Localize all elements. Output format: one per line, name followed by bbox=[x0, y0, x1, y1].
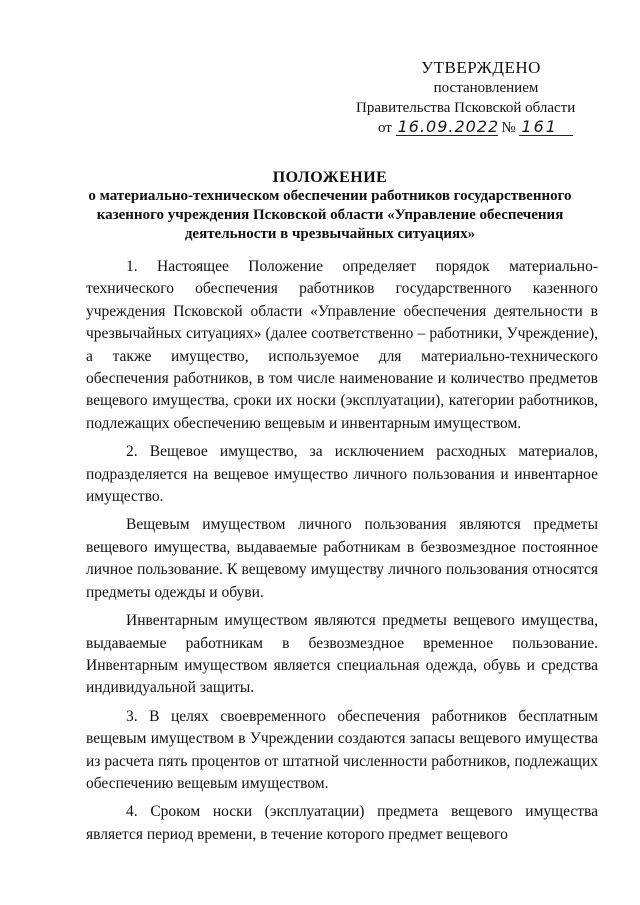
from-label: от bbox=[378, 120, 392, 136]
document-title: ПОЛОЖЕНИЕ bbox=[272, 169, 388, 186]
approval-stamp bbox=[356, 58, 596, 138]
paragraph-1: 1. Настоящее Положение определяет порядок материально-технического обеспечения работников государственного казенного учреждения Псковской области «Управление обеспечения деятельности в чрезвычайных ситуациях» (далее соответственно – работники, Учреждение), а также имущество, используемое для материально-технического обеспечения работников, в том числе наименование и количество предметов вещевого имущества, сроки их носки (эксплуатации), категории работников, подлежащих обеспечению вещевым и инвентарным имуществом. bbox=[86, 258, 598, 432]
paragraph-5: 3. В целях своевременного обеспечения работников бесплатным вещевым имуществом в Учреждении создаются запасы вещевого имущества из расчета пять процентов от штатной численности работников, подлежащих обеспечению вещевым имуществом. bbox=[86, 707, 598, 792]
approval-title: УТВЕРЖДЕНО bbox=[421, 58, 541, 77]
approval-date-number bbox=[378, 118, 596, 138]
paragraph-2: 2. Вещевое имущество, за исключением расходных материалов, подразделяется на вещевое имущество личного пользования и инвентарное имущество. bbox=[86, 443, 598, 506]
handwritten-date: 16.09.2022 bbox=[397, 117, 500, 136]
document-heading bbox=[60, 168, 600, 244]
approval-line-government: Правительства Псковской области bbox=[356, 100, 576, 116]
document-subtitle-line-2: казенного учреждения Псковской области «Управление обеспечения bbox=[96, 207, 564, 223]
document-body bbox=[86, 256, 598, 852]
number-label: № bbox=[501, 120, 516, 136]
document-subtitle-line-3: деятельности в чрезвычайных ситуациях» bbox=[184, 226, 476, 242]
paragraph-4: Инвентарным имуществом являются предметы вещевого имущества, выдаваемые работникам в безвозмездное временное пользование. Инвентарным имуществом является специальная одежда, обувь и средства индивидуальной защиты. bbox=[86, 612, 598, 697]
paragraph-6: 4. Сроком носки (эксплуатации) предмета вещевого имущества является период времени, в течение которого предмет вещевого bbox=[86, 803, 598, 843]
document-subtitle-line-1: о материально-техническом обеспечении работников государственного bbox=[88, 188, 572, 204]
handwritten-number: 161 bbox=[519, 119, 573, 136]
approval-line-resolution: постановлением bbox=[433, 80, 539, 96]
paragraph-3: Вещевым имуществом личного пользования являются предметы вещевого имущества, выдаваемые работникам в безвозмездное постоянное личное пользование. К вещевому имуществу личного пользования относятся предметы одежды и обуви. bbox=[86, 516, 598, 601]
